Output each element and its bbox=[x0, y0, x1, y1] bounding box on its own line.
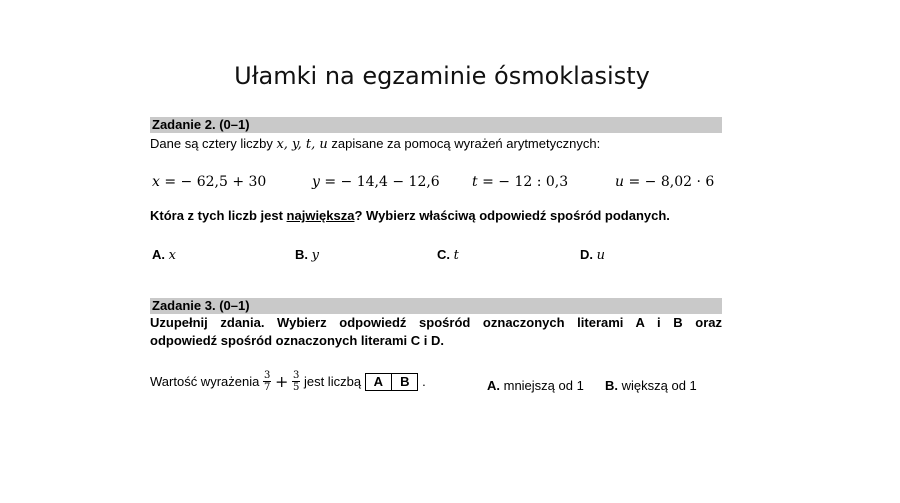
fraction-1-numerator: 3 bbox=[263, 370, 271, 381]
fraction-1-denominator: 7 bbox=[263, 382, 271, 393]
option-c[interactable] bbox=[437, 247, 459, 263]
option-b[interactable] bbox=[295, 247, 319, 263]
expression-u-var: u bbox=[615, 174, 625, 190]
option-a[interactable] bbox=[152, 247, 176, 263]
option-d-value: u bbox=[596, 248, 605, 263]
expression-y-var: y bbox=[312, 174, 320, 190]
task-3-option-a[interactable] bbox=[487, 378, 584, 393]
fraction-1 bbox=[263, 370, 271, 393]
answer-box-b[interactable]: B bbox=[391, 374, 417, 390]
expression-x bbox=[152, 173, 266, 190]
task-2-intro bbox=[150, 135, 722, 154]
task-3-line-2: odpowiedź spośród oznaczonych literami C i D. bbox=[150, 333, 444, 348]
option-a-value: x bbox=[168, 248, 176, 263]
question-before: Która z tych liczb jest bbox=[150, 208, 287, 223]
task-2-intro-before: Dane są cztery liczby bbox=[150, 136, 277, 151]
option-b-letter: B. bbox=[295, 247, 308, 262]
task-3-header: Zadanie 3. (0–1) bbox=[150, 298, 722, 314]
task-2-question bbox=[150, 208, 670, 223]
task-3-option-a-text: mniejszą od 1 bbox=[500, 378, 584, 393]
answer-box-a[interactable]: A bbox=[373, 373, 384, 389]
option-c-letter: C. bbox=[437, 247, 450, 262]
fraction-2 bbox=[292, 370, 300, 393]
task-2-header: Zadanie 2. (0–1) bbox=[150, 117, 722, 133]
fraction-2-denominator: 5 bbox=[292, 382, 300, 393]
task-3-line-1: Uzupełnij zdania. Wybierz odpowiedź spośród oznaczonych literami A i B oraz bbox=[150, 315, 722, 330]
expression-t bbox=[472, 173, 568, 190]
task-2-intro-after: zapisane za pomocą wyrażeń arytmetycznych: bbox=[327, 136, 601, 151]
option-d-letter: D. bbox=[580, 247, 593, 262]
expression-u bbox=[615, 173, 714, 190]
task-3 bbox=[150, 298, 722, 350]
expression-u-rhs: = − 8,02 · 6 bbox=[624, 174, 715, 190]
question-underlined: największa bbox=[286, 208, 355, 223]
sentence-period: . bbox=[422, 374, 426, 389]
task-3-option-b-text: większą od 1 bbox=[618, 378, 697, 393]
sentence-before: Wartość wyrażenia bbox=[150, 374, 263, 389]
expression-x-var: x bbox=[152, 174, 160, 190]
fraction-2-numerator: 3 bbox=[292, 370, 300, 381]
sentence-after: jest liczbą bbox=[303, 374, 365, 389]
answer-box-ab[interactable] bbox=[365, 373, 419, 391]
expression-x-rhs: = − 62,5 + 30 bbox=[159, 174, 267, 190]
option-a-letter: A. bbox=[152, 247, 165, 262]
option-b-value: y bbox=[311, 248, 319, 263]
expression-y-rhs: = − 14,4 − 12,6 bbox=[319, 174, 440, 190]
plus-sign: + bbox=[274, 372, 289, 391]
task-2-intro-vars: x, y, t, u bbox=[276, 137, 328, 152]
task-2 bbox=[150, 117, 722, 154]
question-after: ? Wybierz właściwą odpowiedź spośród podanych. bbox=[354, 208, 670, 223]
page-title: Ułamki na egzaminie ósmoklasisty bbox=[234, 62, 650, 90]
option-c-value: t bbox=[453, 248, 459, 263]
task-3-option-b[interactable] bbox=[605, 378, 697, 393]
task-3-sentence bbox=[150, 370, 426, 393]
task-3-option-b-letter: B. bbox=[605, 378, 618, 393]
expression-t-rhs: = − 12 : 0,3 bbox=[477, 174, 569, 190]
option-d[interactable] bbox=[580, 247, 605, 263]
expression-y bbox=[312, 173, 440, 190]
expression-t-var: t bbox=[472, 174, 478, 190]
task-3-option-a-letter: A. bbox=[487, 378, 500, 393]
